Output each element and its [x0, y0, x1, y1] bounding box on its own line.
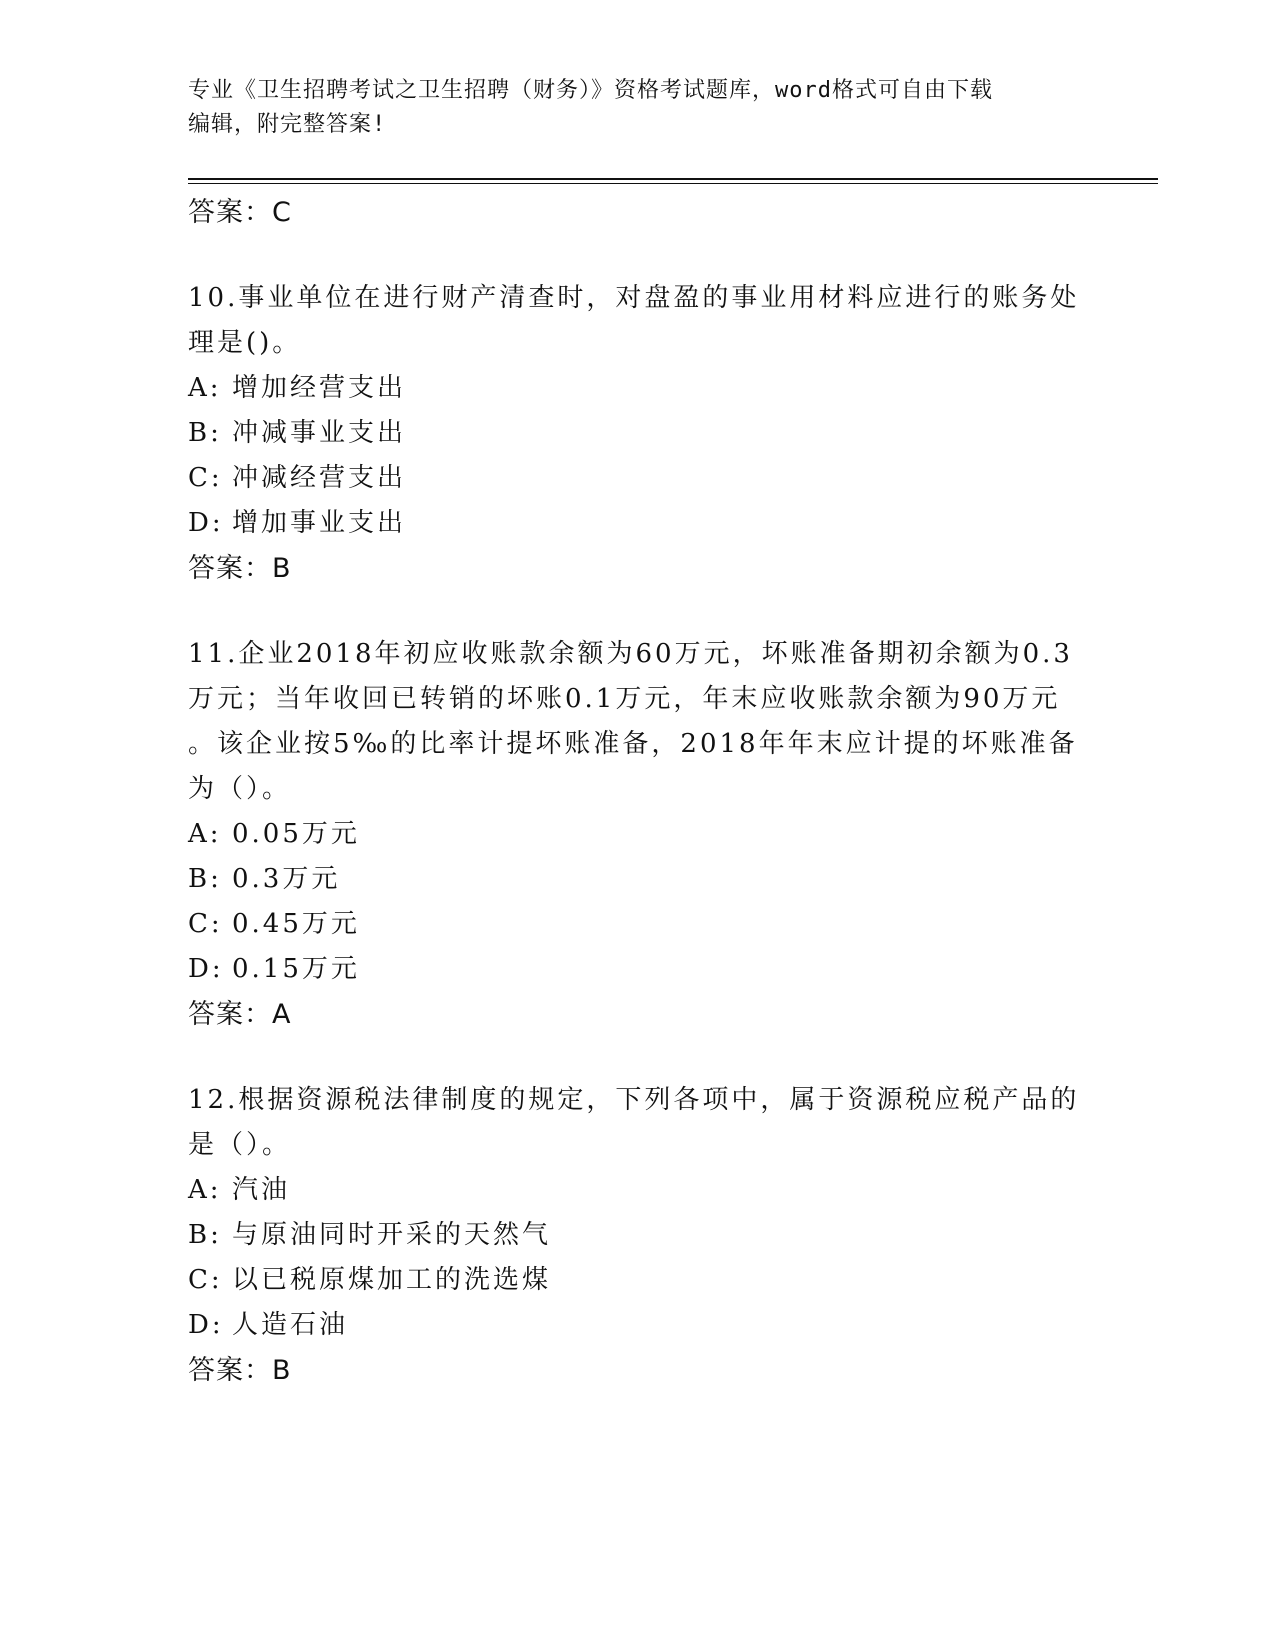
question-stem: [188, 276, 1088, 366]
option-letter: B:: [188, 418, 222, 448]
option-text: 冲减经营支出: [232, 463, 407, 493]
header-divider-thin: [188, 183, 1158, 184]
previous-answer: 答案：C: [188, 197, 292, 228]
option-letter: D:: [188, 954, 224, 984]
header-divider-thick: [188, 178, 1158, 180]
option-letter: D:: [188, 1310, 224, 1340]
option-letter: B:: [188, 864, 222, 894]
option-b: [188, 411, 1088, 456]
page-header: [188, 74, 1088, 142]
question-stem: [188, 632, 1088, 812]
option-letter: A:: [188, 819, 222, 849]
option-text: 0.3万元: [232, 864, 341, 894]
answer-line: 答案：B: [188, 553, 292, 584]
option-letter: B:: [188, 1220, 222, 1250]
option-text: 与原油同时开采的天然气: [232, 1220, 552, 1250]
option-letter: A:: [188, 1175, 222, 1205]
option-letter: D:: [188, 508, 224, 538]
option-b: [188, 1213, 1088, 1258]
option-letter: C:: [188, 463, 223, 493]
question-stem: [188, 1078, 1088, 1168]
answer-line: 答案：A: [188, 999, 292, 1030]
option-text: 0.45万元: [232, 909, 360, 939]
answer-line: 答案：B: [188, 1355, 292, 1386]
option-text: 冲减事业支出: [232, 418, 407, 448]
option-text: 0.15万元: [232, 954, 360, 984]
option-text: 以已税原煤加工的洗选煤: [232, 1265, 552, 1295]
stem-line: 。该企业按5‰的比率计提坏账准备，2018年年末应计提的坏账准备: [188, 729, 1078, 759]
stem-line: 11.企业2018年初应收账款余额为60万元，坏账准备期初余额为0.3: [188, 639, 1073, 669]
question-12: [188, 1078, 1088, 1394]
stem-line: 为（）。: [188, 774, 292, 804]
option-text: 汽油: [232, 1175, 291, 1205]
stem-line: 是（）。: [188, 1130, 292, 1160]
option-text: 增加经营支出: [232, 373, 407, 403]
option-c: [188, 902, 1088, 947]
question-11: [188, 632, 1088, 1038]
option-letter: A:: [188, 373, 222, 403]
option-text: 增加事业支出: [232, 508, 407, 538]
option-a: [188, 812, 1088, 857]
option-d: [188, 947, 1088, 992]
stem-line: 理是()。: [188, 328, 302, 358]
option-letter: C:: [188, 1265, 223, 1295]
option-letter: C:: [188, 909, 223, 939]
stem-line: 12.根据资源税法律制度的规定，下列各项中，属于资源税应税产品的: [188, 1085, 1080, 1115]
question-10: [188, 276, 1088, 592]
option-text: 人造石油: [232, 1310, 349, 1340]
option-a: [188, 366, 1088, 411]
stem-line: 10.事业单位在进行财产清查时，对盘盈的事业用材料应进行的账务处: [188, 283, 1080, 313]
header-line-1: 专业《卫生招聘考试之卫生招聘（财务）》资格考试题库，word格式可自由下载: [188, 78, 993, 103]
option-d: [188, 501, 1088, 546]
option-a: [188, 1168, 1088, 1213]
header-line-2: 编辑，附完整答案!: [188, 112, 387, 137]
option-text: 0.05万元: [232, 819, 360, 849]
stem-line: 万元；当年收回已转销的坏账0.1万元，年末应收账款余额为90万元: [188, 684, 1061, 714]
option-d: [188, 1303, 1088, 1348]
document-body: [188, 190, 1088, 1394]
option-c: [188, 1258, 1088, 1303]
option-c: [188, 456, 1088, 501]
option-b: [188, 857, 1088, 902]
